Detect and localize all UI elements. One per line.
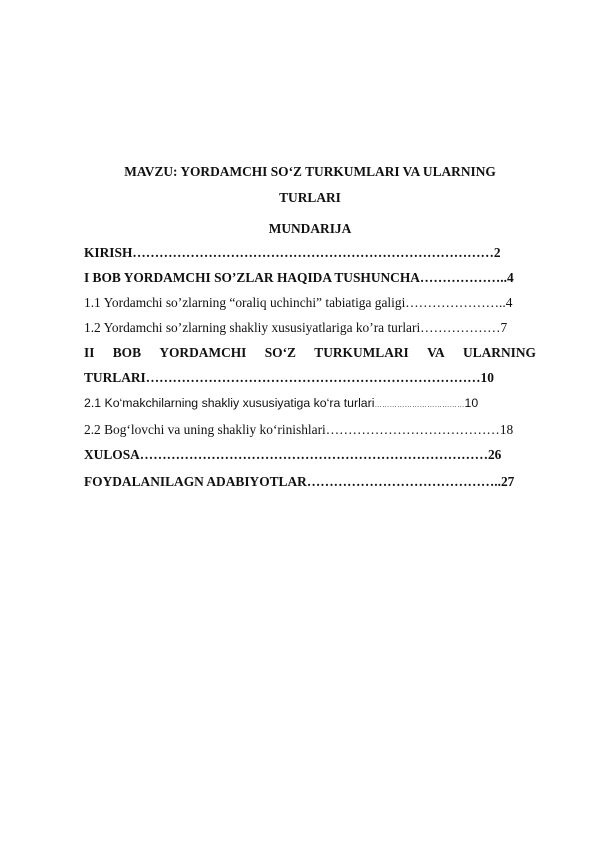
contents-heading: MUNDARIJA	[268, 221, 352, 236]
toc-word: ULARNING	[463, 345, 536, 360]
toc-word: II	[84, 345, 95, 360]
document-title-line-1: MAVZU: YORDAMCHI SO‘Z TURKUMLARI VA ULARNING	[124, 164, 496, 179]
toc-page-number: 10	[464, 396, 479, 410]
toc-section-title: 2.1 Ko‘makchilarning shakliy xususiyatiga ko‘ra turlari	[84, 396, 375, 410]
toc-word: BOB	[112, 345, 142, 360]
toc-entry-section-2-2: 2.2 Bog‘lovchi va uning shakliy ko‘rinishlari…………………………………18	[84, 422, 514, 437]
toc-entry-kirish: KIRISH………………………………………………………………………2	[84, 245, 501, 260]
toc-entry-xulosa: XULOSA……………………………………………………………………26	[84, 447, 502, 462]
toc-entry-section-1-2: 1.2 Yordamchi so’zlarning shakliy xususiyatlariga ko’ra turlari………………7	[84, 320, 508, 335]
toc-word: SO‘Z	[264, 345, 296, 360]
toc-entry-references: FOYDALANILAGN ADABIYOTLAR……………………………………..27	[84, 474, 515, 489]
toc-entry-section-1-1: 1.1 Yordamchi so’zlarning “oraliq uchinchi” tabiatiga galigi…………………..4	[84, 295, 513, 310]
toc-leader-dots: ………………………………	[374, 400, 465, 409]
toc-word: TURKUMLARI	[314, 345, 409, 360]
toc-word: VA	[427, 345, 445, 360]
toc-entry-chapter-2-line-1	[84, 345, 536, 361]
toc-word: YORDAMCHI	[159, 345, 247, 360]
toc-entry-chapter-1: I BOB YORDAMCHI SO’ZLAR HAQIDA TUSHUNCHA………………..4	[84, 270, 514, 285]
document-title-line-2: TURLARI	[279, 190, 341, 205]
toc-entry-chapter-2-line-2: TURLARI…………………………………………………………………10	[84, 370, 494, 385]
toc-entry-section-2-1	[84, 395, 536, 413]
